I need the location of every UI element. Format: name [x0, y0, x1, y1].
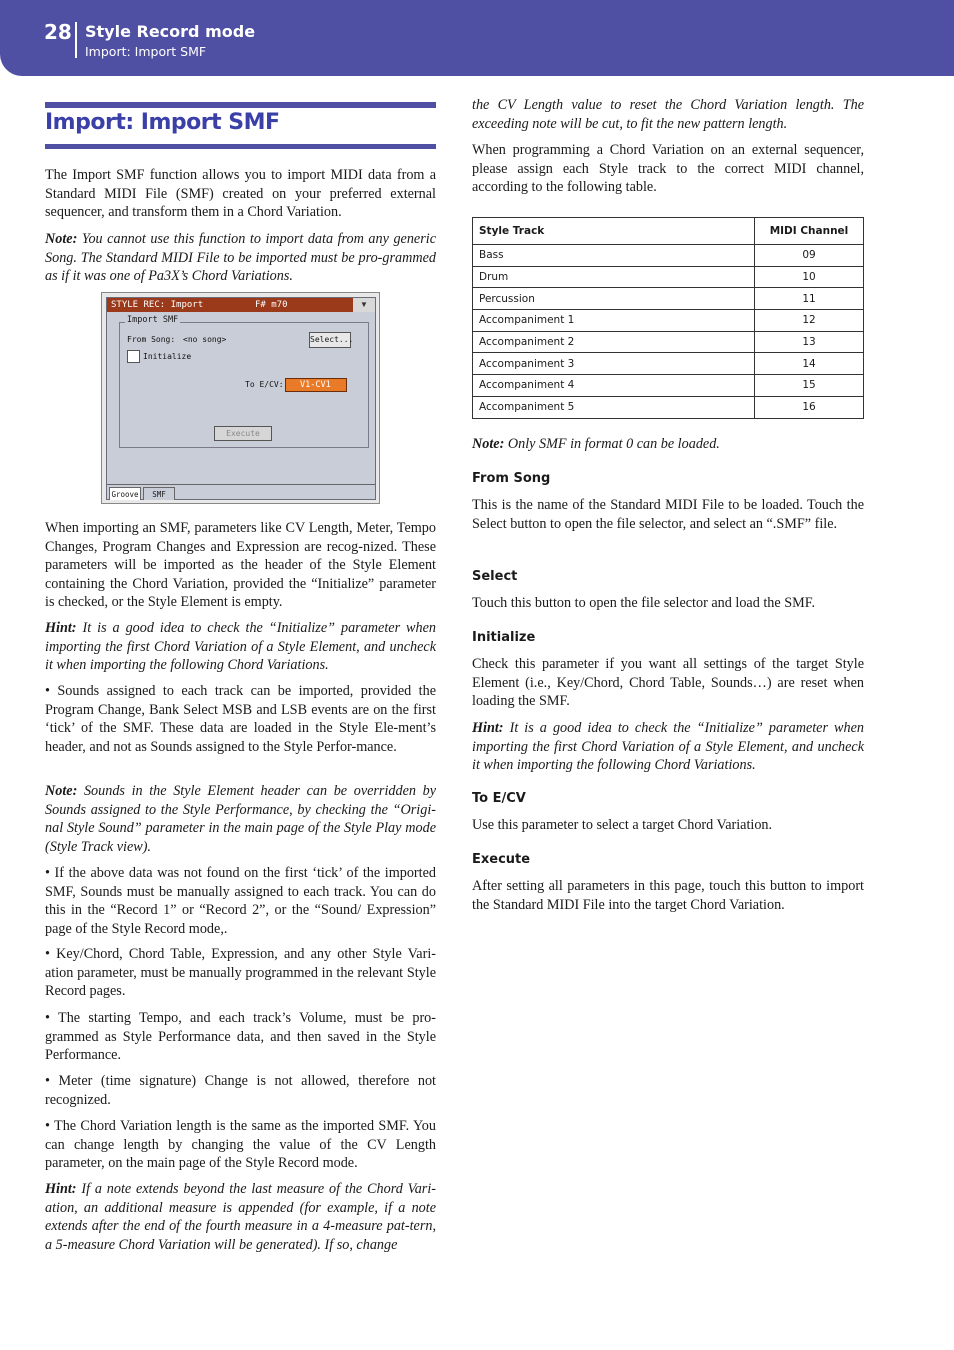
tab-groove[interactable]: Groove	[109, 487, 141, 500]
from-song-paragraph: This is the name of the Standard MIDI File to be loaded. Touch the Select button to open the file selector, and select an “.SMF” file.	[472, 497, 864, 532]
table-row	[473, 375, 864, 397]
initialize-checkbox[interactable]	[127, 350, 140, 363]
style-track-cell: Accompaniment 2	[473, 331, 755, 353]
select-heading: Select	[472, 569, 518, 584]
style-track-cell: Percussion	[473, 288, 755, 310]
style-track-cell: Accompaniment 1	[473, 310, 755, 332]
to-ecv-heading: To E/CV	[472, 791, 526, 806]
section-title: Style Record mode	[85, 22, 256, 41]
hint-text: It is a good idea to check the “Initialize” parameter when importing the first Chord Variation of a Style Element, and uncheck it when importing the following Chord Variations.	[45, 620, 436, 673]
page-number: 28	[44, 20, 72, 44]
style-track-cell: Accompaniment 5	[473, 396, 755, 418]
screen-chord: F# m70	[255, 300, 288, 310]
title-rule-bottom	[45, 144, 436, 149]
note-text: Sounds in the Style Element header can be overridden by Sounds assigned to the Style Performance, by checking the “Origi-nal Style Sound” parameter in the main page of the Style Play mode (Style Track view).	[45, 783, 436, 855]
midi-channel-cell: 14	[755, 353, 864, 375]
table-row	[473, 331, 864, 353]
table-header-row	[473, 218, 864, 245]
external-sequencer-paragraph: When programming a Chord Variation on an external sequencer, please assign each Style track to the correct MIDI channel, according to the following table.	[472, 142, 864, 195]
midi-channel-cell: 11	[755, 288, 864, 310]
tab-smf[interactable]: SMF	[143, 487, 175, 500]
title-rule-top	[45, 102, 436, 108]
select-button[interactable]: Select...	[309, 332, 351, 348]
bullet-cv-length: • The Chord Variation length is the same as the imported SMF. You can change length by changing the value of the CV Length parameter, on the main page of the Style Record mode.	[45, 1118, 436, 1171]
note-label: Note:	[45, 783, 78, 799]
column-header-midi-channel: MIDI Channel	[755, 218, 864, 245]
intro-paragraph: The Import SMF function allows you to import MIDI data from a Standard MIDI File (SMF) created on your preferred external sequencer, and transform them in a Chord Variation.	[45, 167, 436, 220]
to-ecv-paragraph: Use this parameter to select a target Chord Variation.	[472, 817, 773, 833]
page-title: Import: Import SMF	[45, 110, 280, 135]
midi-channel-cell: 13	[755, 331, 864, 353]
chevron-down-icon[interactable]: ▼	[353, 298, 375, 312]
initialize-heading: Initialize	[472, 630, 536, 645]
hint-label: Hint:	[472, 720, 504, 736]
screen-tabs	[107, 484, 375, 500]
execute-button[interactable]: Execute	[214, 426, 272, 441]
bullet-sounds-manual: • If the above data was not found on the first ‘tick’ of the imported SMF, Sounds must be manually assigned to each track. You can do this in the “Record 1” or “Record 2”, or the “Sound/ Expression” page of the Style Record mode,.	[45, 865, 436, 937]
execute-heading: Execute	[472, 852, 531, 867]
initialize-paragraph: Check this parameter if you want all settings of the target Style Element (i.e., Key/Chord, Chord Table, Sounds…) are reset when loading the SMF.	[472, 656, 864, 709]
import-parameters-paragraph: When importing an SMF, parameters like CV Length, Meter, Tempo Changes, Program Changes and Expression are recog-nized. These parameters will be imported as the header of the Style Element containing the Chord Variation, provided the “Initialize” parameter is checked, or the Style Element is empty.	[45, 520, 436, 610]
header-divider	[75, 22, 77, 58]
from-song-label: From Song:	[127, 335, 176, 344]
hint-note-extends	[45, 1180, 436, 1254]
note-cannot-import	[45, 230, 436, 286]
hint-label: Hint:	[45, 1181, 77, 1197]
select-paragraph: Touch this button to open the file selector and load the SMF.	[472, 595, 816, 611]
from-song-heading: From Song	[472, 471, 551, 486]
screen-title: STYLE REC: Import	[111, 300, 204, 310]
midi-channel-cell: 09	[755, 245, 864, 267]
hint-initialize-2	[472, 719, 864, 775]
column-header-style-track: Style Track	[473, 218, 755, 245]
hint-text: It is a good idea to check the “Initialize” parameter when importing the first Chord Variation of a Style Element, and uncheck it when importing the following Chord Variations.	[472, 720, 864, 773]
panel-label: Import SMF	[127, 315, 179, 325]
bullet-tempo: • The starting Tempo, and each track’s Volume, must be pro-grammed as Style Performance data, and then saved in the Style Performance.	[45, 1010, 436, 1063]
execute-paragraph: After setting all parameters in this page, touch this button to import the Standard MIDI File into the target Chord Variation.	[472, 878, 864, 913]
page-header	[0, 0, 954, 76]
subsection-title: Import: Import SMF	[85, 44, 207, 59]
table-row	[473, 245, 864, 267]
note-sounds-overridden	[45, 782, 436, 856]
import-smf-screenshot	[101, 292, 380, 504]
bullet-meter: • Meter (time signature) Change is not allowed, therefore not recognized.	[45, 1073, 436, 1108]
table-row	[473, 266, 864, 288]
style-track-cell: Accompaniment 3	[473, 353, 755, 375]
initialize-label: Initialize	[143, 352, 192, 361]
style-track-cell: Bass	[473, 245, 755, 267]
table-row	[473, 396, 864, 418]
style-track-cell: Accompaniment 4	[473, 375, 755, 397]
from-song-value: <no song>	[183, 335, 227, 344]
table-row	[473, 310, 864, 332]
hint-continuation: the CV Length value to reset the Chord Variation length. The exceeding note will be cut, to fit the new pattern length.	[472, 97, 864, 132]
midi-channel-cell: 16	[755, 396, 864, 418]
bullet-key-chord: • Key/Chord, Chord Table, Expression, and any other Style Vari-ation parameter, must be manually programmed in the relevant Style Record pages.	[45, 946, 436, 999]
midi-channel-cell: 12	[755, 310, 864, 332]
hint-label: Hint:	[45, 620, 77, 636]
midi-channel-table	[472, 217, 864, 419]
note-label: Note:	[472, 436, 505, 452]
screen-display	[106, 297, 376, 500]
table-row	[473, 288, 864, 310]
screen-title-bar	[107, 298, 375, 312]
midi-channel-cell: 15	[755, 375, 864, 397]
note-text: You cannot use this function to import data from any generic Song. The Standard MIDI File to be imported must be pro-grammed as if it was one of Pa3X’s Chord Variations.	[45, 231, 436, 284]
style-track-cell: Drum	[473, 266, 755, 288]
note-smf-format	[472, 435, 864, 454]
to-ecv-label: To E/CV:	[245, 380, 284, 389]
hint-text: If a note extends beyond the last measure of the Chord Vari-ation, an additional measure is appended (for example, if a note extends after the end of the fourth measure in a 4-measure pat-tern, a 5-measure Chord Variation will be generated). If so, change	[45, 1181, 436, 1253]
note-text: Only SMF in format 0 can be loaded.	[504, 436, 720, 452]
midi-channel-cell: 10	[755, 266, 864, 288]
to-ecv-select[interactable]: V1-CV1	[285, 378, 347, 392]
bullet-sounds-imported: • Sounds assigned to each track can be imported, provided the Program Change, Bank Select MSB and LSB events are on the first ‘tick’ of the SMF. These data are loaded in the Style Ele-ment’s header, and not as Sounds assigned to the Style Perfor-mance.	[45, 683, 436, 755]
note-label: Note:	[45, 231, 78, 247]
table-row	[473, 353, 864, 375]
hint-initialize-1	[45, 619, 436, 675]
